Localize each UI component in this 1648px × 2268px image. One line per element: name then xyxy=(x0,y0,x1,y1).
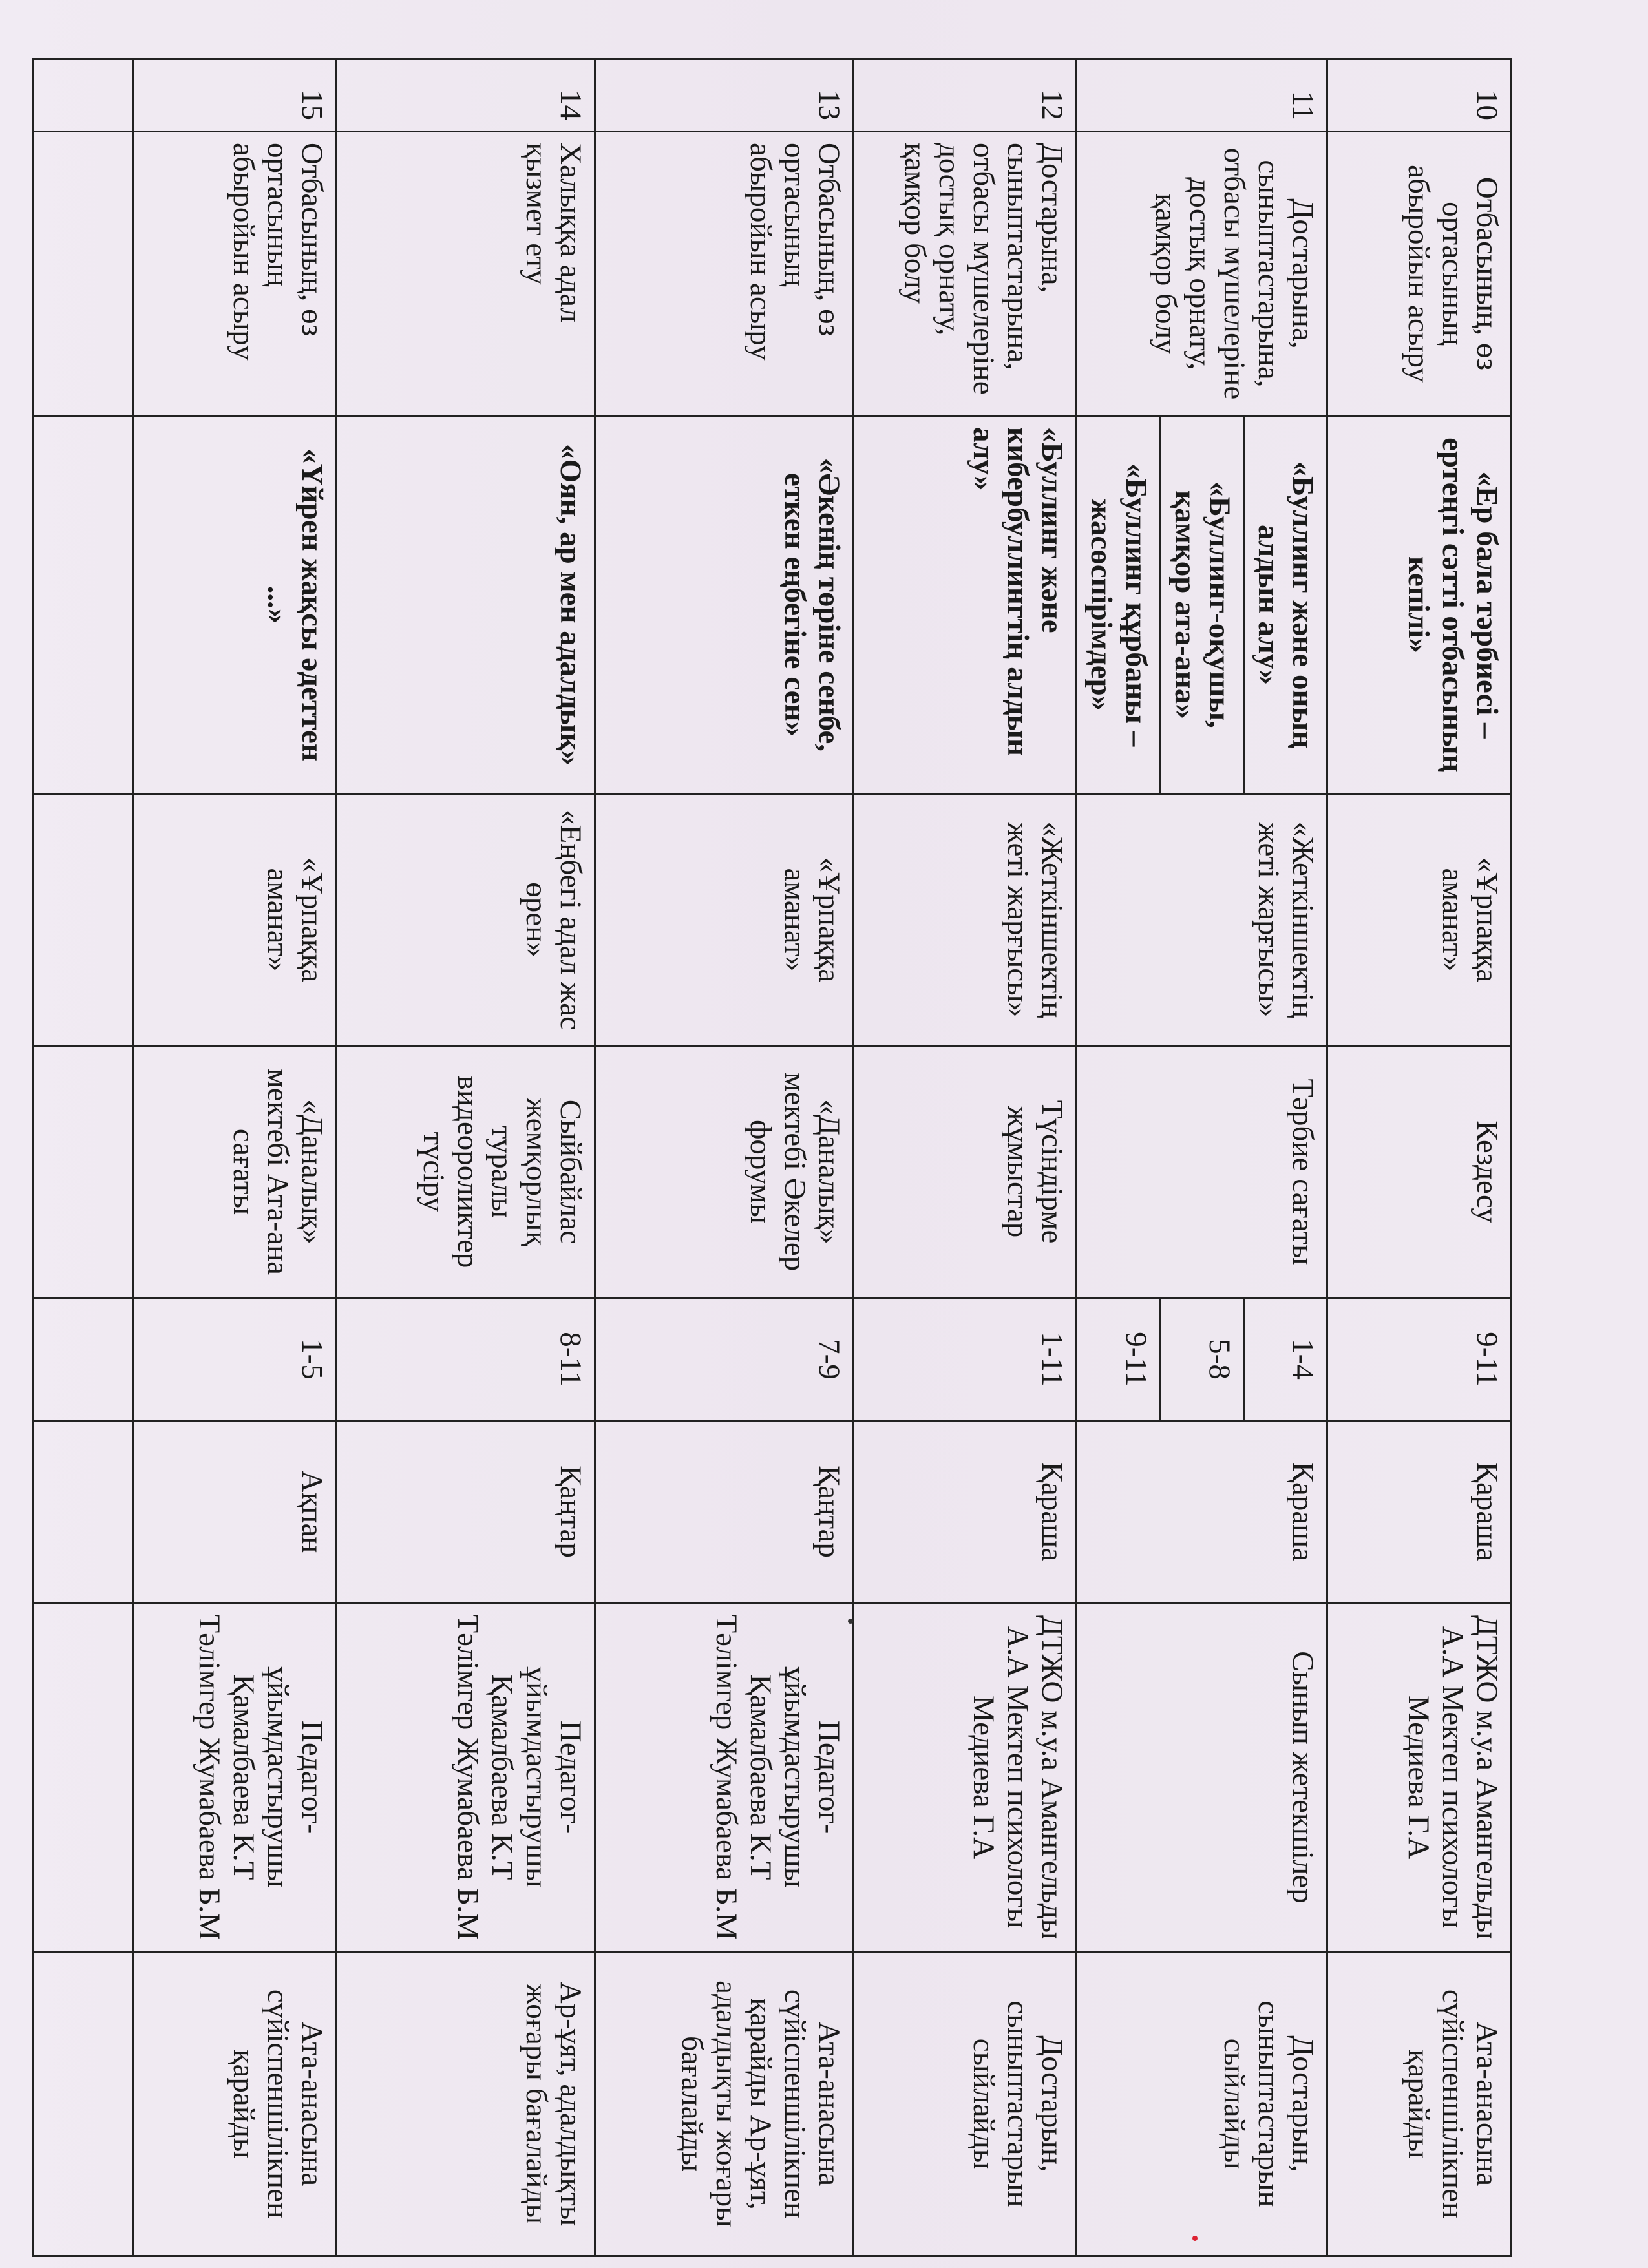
table-row xyxy=(337,59,595,2256)
event-title: «Буллинг құрбаны – жасөспірімдер» xyxy=(1077,416,1160,794)
event-title: «Буллинг және кибербуллингтің алдын алу» xyxy=(854,416,1077,794)
month-cell: Қаңтар xyxy=(595,1421,854,1603)
event-title: «Буллинг-оқушы, қамқор ата-ана» xyxy=(1160,416,1243,794)
scan-speck xyxy=(1192,2236,1198,2241)
row-number: 10 xyxy=(1327,59,1512,132)
project-cell: «Ұрпаққа аманат» xyxy=(133,794,337,1046)
table-row xyxy=(595,59,854,2256)
result-cell: Достарын, сыныптастарын сыйлайды xyxy=(1077,1952,1327,2256)
project-cell: «Ұрпаққа аманат» xyxy=(1327,794,1512,1046)
value-cell: Халыққа адал қызмет ету xyxy=(337,132,595,416)
responsible-cell: Педагог-ұйымдастырушы Қамалбаева К.Т Тәлімгер Жумабаева Б.М xyxy=(337,1603,595,1952)
grades-cell: 1-4 xyxy=(1243,1298,1327,1421)
project-cell: «Еңбегі адал жас өрен» xyxy=(337,794,595,1046)
result-cell: Ата-анасына сүйіспеншілікпен қарайды Ар-ұят, адалдықты жоғары бағалайды xyxy=(595,1952,854,2256)
month-cell: Ақпан xyxy=(133,1421,337,1603)
rotated-page xyxy=(32,58,1512,2255)
grades-cell: 1-11 xyxy=(854,1298,1077,1421)
month-cell: Қаңтар xyxy=(337,1421,595,1603)
grades-cell: 8-11 xyxy=(337,1298,595,1421)
project-cell: «Ұрпаққа аманат» xyxy=(595,794,854,1046)
value-cell: Достарына, сыныптастарына, отбасы мүшелеріне достық орнату, қамқор болу xyxy=(1077,132,1327,416)
result-cell: Ар-ұят, адалдықты жоғары бағалайды xyxy=(337,1952,595,2256)
row-number: 15 xyxy=(133,59,337,132)
month-cell: Қараша xyxy=(1077,1421,1327,1603)
row-number: 12 xyxy=(854,59,1077,132)
table-row-empty xyxy=(34,59,133,2256)
responsible-cell: ДТЖО м.у.а Амангельды А.А Мектеп психологы Медиева Г.А xyxy=(854,1603,1077,1952)
value-cell: Достарына, сыныптастарына, отбасы мүшелеріне достық орнату, қамқор болу xyxy=(854,132,1077,416)
row-number: 11 xyxy=(1077,59,1327,132)
form-cell: Түсіндірме жұмыстар xyxy=(854,1046,1077,1298)
event-title: «Оян, ар мен адалдық» xyxy=(337,416,595,794)
grades-cell: 7-9 xyxy=(595,1298,854,1421)
value-cell: Отбасының, өз ортасының абыройын асыру xyxy=(133,132,337,416)
month-cell: Қараша xyxy=(854,1421,1077,1603)
project-cell: «Жеткіншектің жеті жарғысы» xyxy=(1077,794,1327,1046)
grades-cell: 5-8 xyxy=(1160,1298,1243,1421)
form-cell: Сыйбайлас жемқорлық туралы видеороликтер түсіру xyxy=(337,1046,595,1298)
value-cell: Отбасының, өз ортасының абыройын асыру xyxy=(1327,132,1512,416)
grades-cell: 1-5 xyxy=(133,1298,337,1421)
grades-cell: 9-11 xyxy=(1327,1298,1512,1421)
responsible-cell: Педагог-ұйымдастырушы Қамалбаева К.Т Тәлімгер Жумабаева Б.М xyxy=(595,1603,854,1952)
form-cell: «Даналық» мектебі Әкелер форумы xyxy=(595,1046,854,1298)
project-cell: «Жеткіншектің жеті жарғысы» xyxy=(854,794,1077,1046)
table-row xyxy=(133,59,337,2256)
event-title: «Әкенің төріне сенбе, еткен еңбегіне сен» xyxy=(595,416,854,794)
result-cell: Ата-анасына сүйіспеншілікпен қарайды xyxy=(1327,1952,1512,2256)
responsible-cell: ДТЖО м.у.а Амангельды А.А Мектеп психологы Медиева Г.А xyxy=(1327,1603,1512,1952)
form-cell: Тәрбие сағаты xyxy=(1077,1046,1327,1298)
table-row xyxy=(1327,59,1512,2256)
plan-table xyxy=(32,58,1512,2257)
event-title: «Ер бала тәрбиесі – ертеңгі сәтті отбасының кепілі» xyxy=(1327,416,1512,794)
value-cell: Отбасының, өз ортасының абыройын асыру xyxy=(595,132,854,416)
table-row xyxy=(854,59,1077,2256)
form-cell: Кездесу xyxy=(1327,1046,1512,1298)
row-number: 13 xyxy=(595,59,854,132)
row-number: 14 xyxy=(337,59,595,132)
grades-cell: 9-11 xyxy=(1077,1298,1160,1421)
table-row xyxy=(1243,59,1327,2256)
event-title: «Үйрен жақсы әдеттен ...» xyxy=(133,416,337,794)
month-cell: Қараша xyxy=(1327,1421,1512,1603)
responsible-cell: Педагог-ұйымдастырушы Қамалбаева К.Т Тәлімгер Жумабаева Б.М xyxy=(133,1603,337,1952)
result-cell: Достарын, сыныптастарын сыйлайды xyxy=(854,1952,1077,2256)
event-title: «Буллинг және оның алдын алу» xyxy=(1243,416,1327,794)
result-cell: Ата-анасына сүйіспеншілікпен қарайды xyxy=(133,1952,337,2256)
responsible-cell: Сынып жетекшілер xyxy=(1077,1603,1327,1952)
form-cell: «Даналық» мектебі Ата-ана сағаты xyxy=(133,1046,337,1298)
scan-speck xyxy=(848,1619,853,1624)
